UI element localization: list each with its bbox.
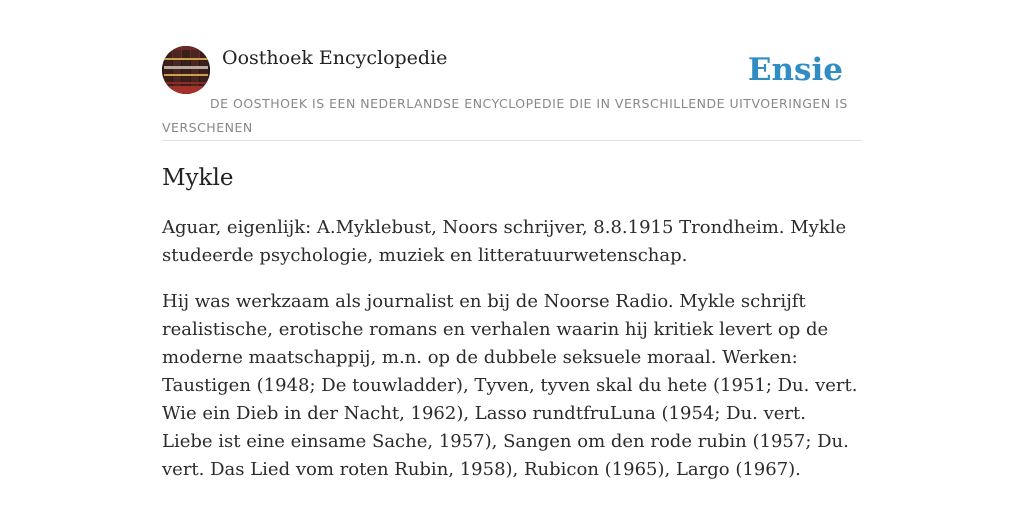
site-header bbox=[162, 46, 862, 141]
ensie-logo-link[interactable]: Ensie bbox=[747, 52, 843, 88]
article-title: Mykle bbox=[162, 165, 234, 191]
site-tagline: DE OOSTHOEK IS EEN NEDERLANDSE ENCYCLOPEDIE DIE IN VERSCHILLENDE UITVOERINGEN IS VERSCHENEN bbox=[162, 96, 848, 135]
encyclopedia-avatar[interactable] bbox=[162, 46, 210, 94]
article-paragraph: Hij was werkzaam als journalist en bij de Noorse Radio. Mykle schrijft realistische, erotische romans en verhalen waarin hij kritiek levert op de moderne maatschappij, m.n. op de dubbele seksuele moraal. Werken: Taustigen (1948; De touwladder), Tyven, tyven skal du hete (1951; Du. vert. Wie ein Dieb in der Nacht, 1962), Lasso rundtfruLuna (1954; Du. vert. Liebe ist eine einsame Sache, 1957), Sangen om den rode rubin (1957; Du. vert. Das Lied vom roten Rubin, 1958), Rubicon (1965), Largo (1967). bbox=[162, 291, 858, 480]
article bbox=[162, 160, 862, 484]
site-title[interactable]: Oosthoek Encyclopedie bbox=[222, 47, 448, 69]
article-paragraph: Aguar, eigenlijk: A.Myklebust, Noors schrijver, 8.8.1915 Trondheim. Mykle studeerde psychologie, muziek en litteratuurwetenschap. bbox=[162, 217, 847, 266]
book-spines-icon bbox=[162, 46, 210, 94]
